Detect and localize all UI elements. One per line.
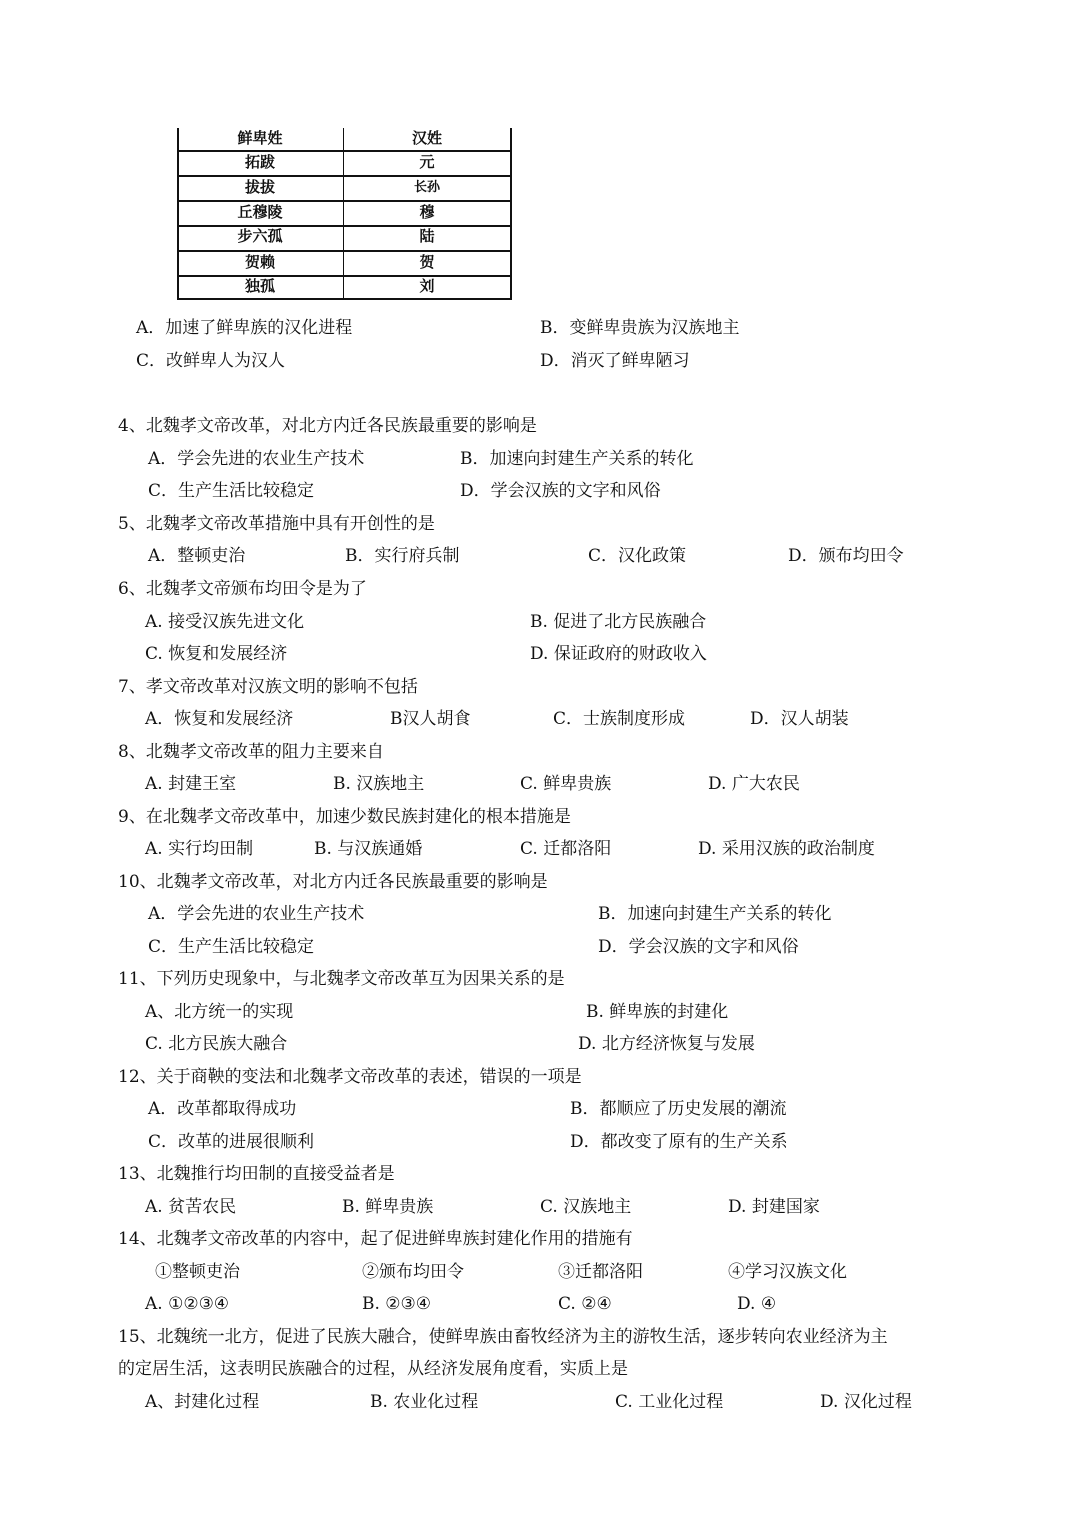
q13-stem: 13、北魏推行均田制的直接受益者是 [118,1164,395,1184]
q13-option-d: D. 封建国家 [728,1197,820,1217]
q15-stem-line-2: 的定居生活，这表明民族融合的过程，从经济发展角度看，实质上是 [118,1359,628,1379]
table-cell: 贺 [419,253,435,271]
q8-option-d: D. 广大农民 [708,774,800,794]
q10-option-a: A．学会先进的农业生产技术 [148,904,365,924]
q10-option-b: B．加速向封建生产关系的转化 [598,904,832,924]
q9-option-c: C. 迁都洛阳 [520,839,612,859]
q6-option-b: B. 促进了北方民族融合 [530,612,707,632]
q7-option-d: D．汉人胡装 [750,709,849,729]
table-header-xianbei: 鲜卑姓 [237,129,283,147]
table-cell: 步六孤 [237,227,283,245]
q6-option-c: C. 恢复和发展经济 [145,644,288,664]
q11-option-c: C. 北方民族大融合 [145,1034,288,1054]
q10-option-d: D．学会汉族的文字和风俗 [598,937,799,957]
q15-option-a: A、封建化过程 [145,1392,260,1412]
q15-option-d: D. 汉化过程 [820,1392,912,1412]
q11-option-a: A、北方统一的实现 [145,1002,294,1022]
q13-option-c: C. 汉族地主 [540,1197,632,1217]
q15-stem-line-1: 15、北魏统一北方，促进了民族大融合，使鲜卑族由畜牧经济为主的游牧生活，逐步转向农业经济为主 [118,1327,888,1347]
table-cell: 贺赖 [244,253,275,271]
q4-stem: 4、北魏孝文帝改革，对北方内迁各民族最重要的影响是 [118,416,537,436]
q3-option-a: A．加速了鲜卑族的汉化进程 [136,318,353,338]
q4-option-c: C．生产生活比较稳定 [148,481,315,501]
q15-option-c: C. 工业化过程 [615,1392,724,1412]
q7-option-a: A．恢复和发展经济 [145,709,294,729]
q9-option-d: D. 采用汉族的政治制度 [698,839,875,859]
q12-option-a: A．改革都取得成功 [148,1099,297,1119]
q14-item-2: ②颁布均田令 [362,1262,464,1282]
q8-option-c: C. 鲜卑贵族 [520,774,612,794]
table-cell: 陆 [419,227,435,245]
q9-option-b: B. 与汉族通婚 [314,839,423,859]
table-cell: 长孙 [413,180,440,195]
q5-option-b: B．实行府兵制 [345,546,460,566]
table-header-han: 汉姓 [411,129,442,147]
q12-option-d: D．都改变了原有的生产关系 [570,1132,788,1152]
q7-option-c: C．士族制度形成 [553,709,686,729]
q10-option-c: C．生产生活比较稳定 [148,937,315,957]
q13-option-b: B. 鲜卑贵族 [342,1197,434,1217]
q14-item-4: ④学习汉族文化 [728,1262,847,1282]
q14-option-b: B. ②③④ [362,1294,432,1314]
q6-option-d: D. 保证政府的财政收入 [530,644,707,664]
q3-option-d: D．消灭了鲜卑陋习 [540,351,690,371]
q12-option-c: C．改革的进展很顺利 [148,1132,315,1152]
table-cell: 刘 [419,277,435,295]
surname-table [177,128,510,300]
q3-option-c: C．改鲜卑人为汉人 [136,351,286,371]
q5-stem: 5、北魏孝文帝改革措施中具有开创性的是 [118,514,435,534]
q9-option-a: A. 实行均田制 [145,839,254,859]
q13-option-a: A. 贫苦农民 [145,1197,237,1217]
q7-option-b: B汉人胡食 [390,709,471,729]
table-cell: 拔拔 [244,178,275,196]
q6-stem: 6、北魏孝文帝颁布均田令是为了 [118,579,367,599]
q12-option-b: B．都顺应了历史发展的潮流 [570,1099,787,1119]
q7-stem: 7、孝文帝改革对汉族文明的影响不包括 [118,677,418,697]
q12-stem: 12、关于商鞅的变法和北魏孝文帝改革的表述，错误的一项是 [118,1067,582,1087]
q9-stem: 9、在北魏孝文帝改革中，加速少数民族封建化的根本措施是 [118,807,571,827]
q11-stem: 11、下列历史现象中，与北魏孝文帝改革互为因果关系的是 [118,969,565,989]
q5-option-a: A．整顿吏治 [148,546,246,566]
q15-option-b: B. 农业化过程 [370,1392,479,1412]
q10-stem: 10、北魏孝文帝改革，对北方内迁各民族最重要的影响是 [118,872,548,892]
q14-option-a: A. ①②③④ [145,1294,230,1314]
q6-option-a: A. 接受汉族先进文化 [145,612,305,632]
q11-option-b: B. 鲜卑族的封建化 [586,1002,729,1022]
q8-stem: 8、北魏孝文帝改革的阻力主要来自 [118,742,384,762]
q4-option-d: D．学会汉族的文字和风俗 [460,481,661,501]
q14-option-d: D. ④ [737,1294,777,1314]
q14-item-3: ③迁都洛阳 [558,1262,643,1282]
q4-option-b: B．加速向封建生产关系的转化 [460,449,694,469]
table-cell: 元 [419,153,435,171]
table-cell: 穆 [419,203,435,221]
q5-option-c: C．汉化政策 [588,546,687,566]
table-cell: 拓跋 [244,153,275,171]
q5-option-d: D．颁布均田令 [788,546,904,566]
q3-option-b: B．变鲜卑贵族为汉族地主 [540,318,740,338]
q4-option-a: A．学会先进的农业生产技术 [148,449,365,469]
q11-option-d: D. 北方经济恢复与发展 [578,1034,755,1054]
q14-option-c: C. ②④ [558,1294,612,1314]
q8-option-a: A. 封建王室 [145,774,237,794]
q14-stem: 14、北魏孝文帝改革的内容中，起了促进鲜卑族封建化作用的措施有 [118,1229,633,1249]
q14-item-1: ①整顿吏治 [155,1262,240,1282]
q8-option-b: B. 汉族地主 [333,774,425,794]
table-cell: 丘穆陵 [237,203,283,221]
table-cell: 独孤 [244,277,275,295]
